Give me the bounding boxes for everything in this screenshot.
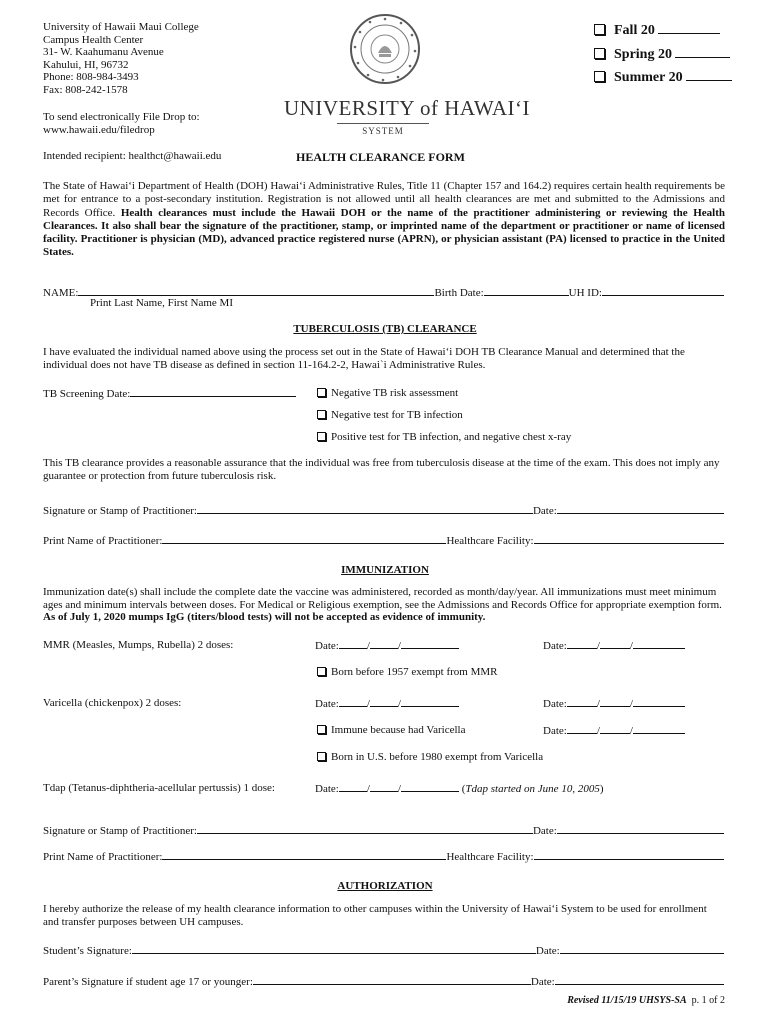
wordmark-divider bbox=[337, 123, 429, 124]
semester-spring[interactable]: Spring 20 bbox=[594, 46, 730, 63]
tb-option[interactable]: Negative test for TB infection bbox=[317, 409, 463, 421]
tb-facility-label: Healthcare Facility: bbox=[446, 535, 534, 547]
birth-date-field[interactable] bbox=[484, 286, 569, 296]
year-field[interactable] bbox=[401, 697, 459, 707]
varicella-immune-date: Date: / / bbox=[543, 724, 685, 737]
tdap-date: Date: / / (Tdap started on June 10, 2005) bbox=[315, 783, 604, 795]
fall-year-line[interactable] bbox=[658, 22, 720, 34]
uh-id-field[interactable] bbox=[602, 285, 724, 296]
address-line: Phone: 808-984-3493 bbox=[43, 71, 139, 83]
mmr-date-2: Date: / / bbox=[543, 639, 685, 652]
spring-year-line[interactable] bbox=[675, 46, 730, 58]
footer bbox=[567, 995, 725, 1006]
tb-screening-label: TB Screening Date: bbox=[43, 388, 131, 400]
day-field[interactable] bbox=[600, 639, 630, 649]
year-field[interactable] bbox=[401, 639, 459, 649]
immunization-heading: IMMUNIZATION bbox=[341, 564, 429, 576]
name-label: NAME: bbox=[43, 287, 79, 299]
mmr-date-1: Date: / / bbox=[315, 639, 459, 652]
imm-date-field[interactable] bbox=[557, 823, 724, 834]
varicella-immune-option[interactable]: Immune because had Varicella bbox=[317, 724, 466, 736]
address-line: University of Hawaii Maui College bbox=[43, 21, 199, 33]
month-field[interactable] bbox=[339, 639, 367, 649]
immunization-intro: Immunization date(s) shall include the complete date the vaccine was administered, recorded as month/day/year. All immunizations must meet minimum ages and minimum intervals between doses. For Medical or Religious exemption, see the Admissions and Records Office for appropriate exemption form. As of July 1, 2020 mumps IgG (titers/blood tests) will not be accepted as evidence of immunity. bbox=[43, 586, 722, 623]
parent-date-label: Date: bbox=[530, 976, 555, 988]
parent-signature-label: Parent’s Signature if student age 17 or younger: bbox=[43, 976, 253, 988]
tb-option-checkbox[interactable] bbox=[317, 432, 326, 441]
student-signature-label: Student’s Signature: bbox=[43, 945, 132, 957]
birth-date-label: Birth Date: bbox=[434, 287, 484, 299]
filedrop-block bbox=[43, 111, 200, 136]
uh-id-label: UH ID: bbox=[568, 287, 602, 299]
imm-print-name-field[interactable] bbox=[162, 850, 446, 860]
semester-summer[interactable]: Summer 20 bbox=[594, 69, 732, 86]
month-field[interactable] bbox=[567, 697, 597, 707]
intended-recipient: Intended recipient: healthct@hawaii.edu bbox=[43, 150, 222, 162]
university-wordmark: UNIVERSITY of HAWAI‘I bbox=[284, 96, 530, 120]
month-field[interactable] bbox=[567, 639, 597, 649]
student-date-field[interactable] bbox=[560, 943, 724, 954]
imm-signature-field[interactable] bbox=[197, 824, 533, 834]
fall-checkbox[interactable] bbox=[594, 24, 605, 35]
system-label: SYSTEM bbox=[362, 126, 404, 136]
student-signature-field[interactable] bbox=[132, 944, 536, 954]
year-field[interactable] bbox=[633, 724, 685, 734]
tb-option[interactable]: Negative TB risk assessment bbox=[317, 387, 458, 399]
parent-signature-row bbox=[43, 974, 725, 988]
address-line: Campus Health Center bbox=[43, 33, 144, 46]
month-field[interactable] bbox=[339, 697, 367, 707]
mmr-exempt-checkbox[interactable] bbox=[317, 667, 326, 676]
tb-screening-date-field[interactable] bbox=[130, 387, 296, 397]
day-field[interactable] bbox=[370, 639, 398, 649]
page-number: p. 1 of 2 bbox=[691, 995, 725, 1006]
day-field[interactable] bbox=[600, 697, 630, 707]
authorization-statement: I hereby authorize the release of my health clearance information to other campuses within the University of Hawai‘i System to be used for enrollment and transfer purposes between UH campuses. bbox=[43, 903, 707, 928]
mmr-label: MMR (Measles, Mumps, Rubella) 2 doses: bbox=[43, 639, 234, 651]
imm-date-label: Date: bbox=[532, 825, 557, 837]
month-field[interactable] bbox=[339, 782, 367, 792]
imm-signature-label: Signature or Stamp of Practitioner: bbox=[43, 825, 197, 837]
varicella-date-2: Date: / / bbox=[543, 697, 685, 710]
mmr-exempt-option[interactable]: Born before 1957 exempt from MMR bbox=[317, 666, 498, 678]
tb-statement: I have evaluated the individual named above using the process set out in the State of Hawai‘i DOH TB Clearance Manual and determined that the individual does not have TB disease as defined in section 11-164.2-2, Hawai`i Administrative Rules. bbox=[43, 346, 685, 371]
month-field[interactable] bbox=[567, 724, 597, 734]
day-field[interactable] bbox=[600, 724, 630, 734]
year-field[interactable] bbox=[633, 697, 685, 707]
varicella-exempt-checkbox[interactable] bbox=[317, 752, 326, 761]
tb-signature-row bbox=[43, 503, 725, 517]
day-field[interactable] bbox=[370, 697, 398, 707]
spring-checkbox[interactable] bbox=[594, 48, 605, 59]
year-field[interactable] bbox=[401, 782, 459, 792]
semester-fall[interactable]: Fall 20 bbox=[594, 22, 720, 39]
tb-option[interactable]: Positive test for TB infection, and negative chest x-ray bbox=[317, 431, 571, 443]
parent-signature-field[interactable] bbox=[253, 975, 531, 985]
tb-signature-field[interactable] bbox=[197, 504, 533, 514]
address-line: Fax: 808-242-1578 bbox=[43, 83, 128, 96]
name-field[interactable] bbox=[78, 286, 434, 296]
address-line: 31- W. Kaahumanu Avenue bbox=[43, 46, 164, 58]
address-block bbox=[43, 21, 199, 96]
tdap-note: Tdap started on June 10, 2005 bbox=[465, 783, 600, 795]
summer-year-line[interactable] bbox=[686, 69, 732, 81]
tb-signature-label: Signature or Stamp of Practitioner: bbox=[43, 505, 197, 517]
tb-disclaimer: This TB clearance provides a reasonable assurance that the individual was free from tuberculosis disease at the time of the exam. This does not imply any guarantee or protection from future tuberculosis risk. bbox=[43, 457, 720, 482]
year-field[interactable] bbox=[633, 639, 685, 649]
imm-signature-row bbox=[43, 823, 725, 837]
imm-practitioner-row bbox=[43, 849, 725, 863]
varicella-immune-checkbox[interactable] bbox=[317, 725, 326, 734]
revision-label: Revised 11/15/19 UHSYS-SA bbox=[567, 995, 687, 1006]
student-signature-row bbox=[43, 943, 725, 957]
varicella-label: Varicella (chickenpox) 2 doses: bbox=[43, 697, 182, 709]
tdap-label: Tdap (Tetanus-diphtheria-acellular pertussis) 1 dose: bbox=[43, 782, 275, 794]
varicella-date-1: Date: / / bbox=[315, 697, 459, 710]
imm-facility-label: Healthcare Facility: bbox=[446, 851, 534, 863]
authorization-heading: AUTHORIZATION bbox=[337, 880, 433, 892]
name-hint: Print Last Name, First Name MI bbox=[90, 297, 233, 309]
varicella-exempt-option[interactable]: Born in U.S. before 1980 exempt from Varicella bbox=[317, 751, 543, 763]
tb-practitioner-row bbox=[43, 533, 725, 547]
tb-print-name-field[interactable] bbox=[162, 534, 446, 544]
tb-date-field[interactable] bbox=[557, 503, 724, 514]
imm-facility-field[interactable] bbox=[534, 849, 725, 860]
student-date-label: Date: bbox=[535, 945, 560, 957]
parent-date-field[interactable] bbox=[555, 974, 724, 985]
tb-date-label: Date: bbox=[532, 505, 557, 517]
intro-paragraph: The State of Hawai‘i Department of Health (DOH) Hawai‘i Administrative Rules, Title 11 (Chapter 157 and 164.2) requires certain health requirements be met for entrance to a post-secondary institution. Registration is not allowed until all health clearances are met and submitted to the Admissions and Records Office. Health clearances must include the Hawaii DOH or the name of the practitioner administering or reviewing the Health Clearances. It also shall bear the signature of the practitioner, stamp, or imprinted name of the department or practitioner or name of licensed facility. Practitioner is physician (MD), advanced practice registered nurse (APRN), or physician assistant (PA) licensed to practice in the United States. bbox=[43, 180, 726, 259]
imm-print-name-label: Print Name of Practitioner: bbox=[43, 851, 163, 863]
address-line: Kahului, HI, 96732 bbox=[43, 58, 129, 71]
university-seal-icon bbox=[349, 13, 421, 85]
form-title: HEALTH CLEARANCE FORM bbox=[296, 150, 465, 164]
tb-facility-field[interactable] bbox=[534, 533, 725, 544]
filedrop-line: To send electronically File Drop to: bbox=[43, 111, 200, 123]
tb-heading: TUBERCULOSIS (TB) CLEARANCE bbox=[293, 323, 477, 335]
tb-option-checkbox[interactable] bbox=[317, 388, 326, 397]
tb-screening-row bbox=[43, 387, 296, 400]
day-field[interactable] bbox=[370, 782, 398, 792]
summer-checkbox[interactable] bbox=[594, 71, 605, 82]
tb-print-name-label: Print Name of Practitioner: bbox=[43, 535, 163, 547]
filedrop-link[interactable]: www.hawaii.edu/filedrop bbox=[43, 123, 155, 136]
tb-option-checkbox[interactable] bbox=[317, 410, 326, 419]
